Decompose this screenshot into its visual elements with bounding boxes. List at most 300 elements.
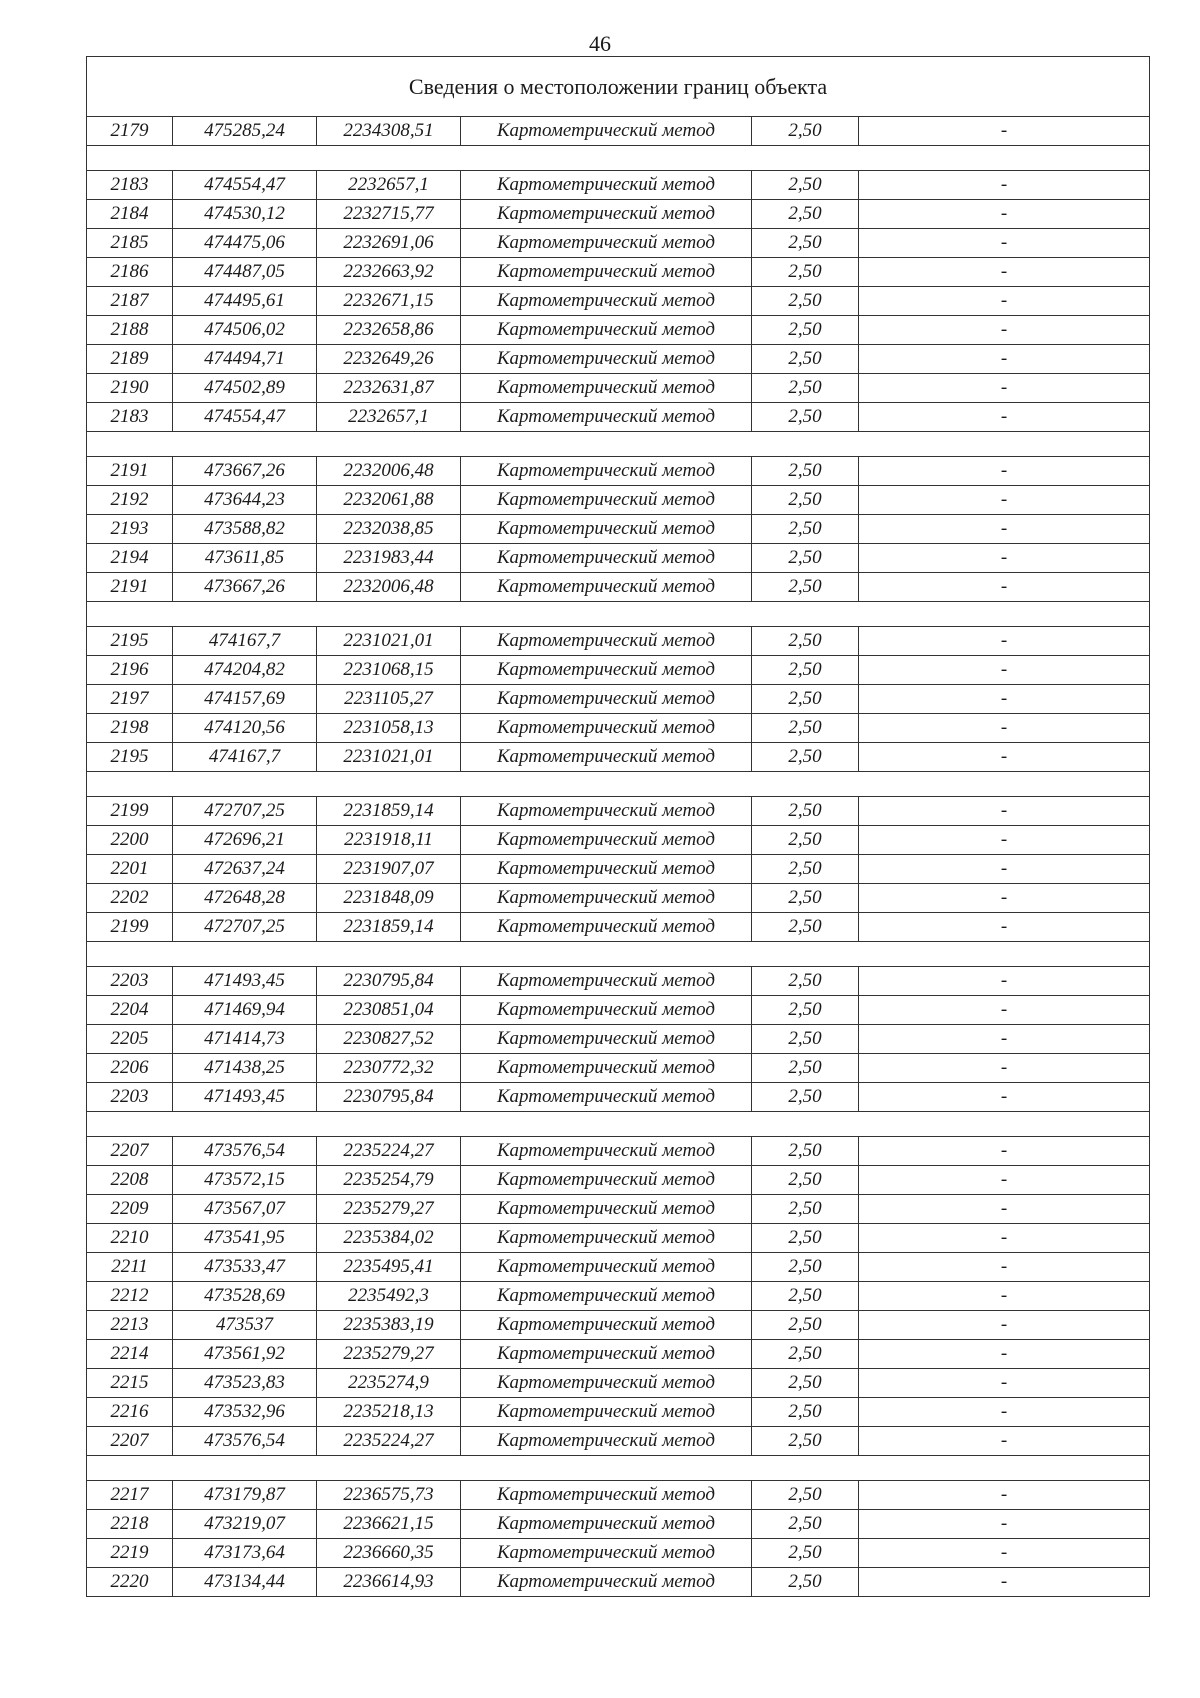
- method-cell: Картометрический метод: [461, 403, 752, 432]
- x-coordinate-cell: 473667,26: [173, 457, 317, 486]
- table-row: [87, 1166, 1150, 1195]
- method-cell: Картометрический метод: [461, 1025, 752, 1054]
- y-coordinate-cell: 2235279,27: [317, 1340, 461, 1369]
- method-cell: Картометрический метод: [461, 1054, 752, 1083]
- x-coordinate-cell: 471493,45: [173, 967, 317, 996]
- accuracy-cell: 2,50: [752, 996, 859, 1025]
- y-coordinate-cell: 2232691,06: [317, 229, 461, 258]
- method-cell: Картометрический метод: [461, 714, 752, 743]
- accuracy-cell: 2,50: [752, 1282, 859, 1311]
- group-separator-row: [87, 146, 1150, 171]
- table-row: [87, 996, 1150, 1025]
- y-coordinate-cell: 2231859,14: [317, 913, 461, 942]
- description-cell: -: [859, 1369, 1150, 1398]
- table-row: [87, 1568, 1150, 1597]
- table-title-row: [87, 57, 1150, 117]
- y-coordinate-cell: 2235274,9: [317, 1369, 461, 1398]
- accuracy-cell: 2,50: [752, 573, 859, 602]
- method-cell: Картометрический метод: [461, 685, 752, 714]
- description-cell: -: [859, 1510, 1150, 1539]
- point-number-cell: 2185: [87, 229, 173, 258]
- method-cell: Картометрический метод: [461, 1539, 752, 1568]
- point-number-cell: 2212: [87, 1282, 173, 1311]
- method-cell: Картометрический метод: [461, 967, 752, 996]
- point-number-cell: 2179: [87, 117, 173, 146]
- x-coordinate-cell: 472648,28: [173, 884, 317, 913]
- x-coordinate-cell: 474475,06: [173, 229, 317, 258]
- description-cell: -: [859, 316, 1150, 345]
- method-cell: Картометрический метод: [461, 573, 752, 602]
- boundary-coordinates-table: [86, 56, 1150, 1597]
- y-coordinate-cell: 2236614,93: [317, 1568, 461, 1597]
- table-row: [87, 486, 1150, 515]
- accuracy-cell: 2,50: [752, 1340, 859, 1369]
- table-row: [87, 1311, 1150, 1340]
- y-coordinate-cell: 2231983,44: [317, 544, 461, 573]
- description-cell: -: [859, 685, 1150, 714]
- x-coordinate-cell: 474120,56: [173, 714, 317, 743]
- description-cell: -: [859, 656, 1150, 685]
- x-coordinate-cell: 473219,07: [173, 1510, 317, 1539]
- x-coordinate-cell: 474506,02: [173, 316, 317, 345]
- accuracy-cell: 2,50: [752, 826, 859, 855]
- accuracy-cell: 2,50: [752, 1369, 859, 1398]
- point-number-cell: 2193: [87, 515, 173, 544]
- accuracy-cell: 2,50: [752, 1025, 859, 1054]
- accuracy-cell: 2,50: [752, 1253, 859, 1282]
- point-number-cell: 2200: [87, 826, 173, 855]
- x-coordinate-cell: 473667,26: [173, 573, 317, 602]
- accuracy-cell: 2,50: [752, 345, 859, 374]
- group-separator-cell: [87, 1456, 1150, 1481]
- description-cell: -: [859, 967, 1150, 996]
- accuracy-cell: 2,50: [752, 1539, 859, 1568]
- x-coordinate-cell: 471414,73: [173, 1025, 317, 1054]
- description-cell: -: [859, 258, 1150, 287]
- y-coordinate-cell: 2232657,1: [317, 403, 461, 432]
- accuracy-cell: 2,50: [752, 855, 859, 884]
- table-row: [87, 229, 1150, 258]
- y-coordinate-cell: 2235254,79: [317, 1166, 461, 1195]
- table-row: [87, 1195, 1150, 1224]
- description-cell: -: [859, 743, 1150, 772]
- table-row: [87, 1539, 1150, 1568]
- y-coordinate-cell: 2232715,77: [317, 200, 461, 229]
- x-coordinate-cell: 473576,54: [173, 1137, 317, 1166]
- x-coordinate-cell: 474167,7: [173, 627, 317, 656]
- table-row: [87, 1510, 1150, 1539]
- method-cell: Картометрический метод: [461, 200, 752, 229]
- description-cell: -: [859, 1195, 1150, 1224]
- table-row: [87, 1340, 1150, 1369]
- method-cell: Картометрический метод: [461, 1340, 752, 1369]
- x-coordinate-cell: 474554,47: [173, 403, 317, 432]
- table-row: [87, 1083, 1150, 1112]
- method-cell: Картометрический метод: [461, 855, 752, 884]
- description-cell: -: [859, 884, 1150, 913]
- method-cell: Картометрический метод: [461, 797, 752, 826]
- accuracy-cell: 2,50: [752, 1224, 859, 1253]
- description-cell: -: [859, 457, 1150, 486]
- description-cell: -: [859, 996, 1150, 1025]
- point-number-cell: 2207: [87, 1137, 173, 1166]
- group-separator-row: [87, 1456, 1150, 1481]
- y-coordinate-cell: 2230795,84: [317, 967, 461, 996]
- point-number-cell: 2191: [87, 573, 173, 602]
- group-separator-row: [87, 602, 1150, 627]
- point-number-cell: 2191: [87, 457, 173, 486]
- method-cell: Картометрический метод: [461, 1481, 752, 1510]
- y-coordinate-cell: 2230795,84: [317, 1083, 461, 1112]
- description-cell: -: [859, 573, 1150, 602]
- x-coordinate-cell: 474495,61: [173, 287, 317, 316]
- x-coordinate-cell: 473537: [173, 1311, 317, 1340]
- y-coordinate-cell: 2232061,88: [317, 486, 461, 515]
- y-coordinate-cell: 2232631,87: [317, 374, 461, 403]
- method-cell: Картометрический метод: [461, 457, 752, 486]
- x-coordinate-cell: 474554,47: [173, 171, 317, 200]
- y-coordinate-cell: 2235224,27: [317, 1427, 461, 1456]
- x-coordinate-cell: 473533,47: [173, 1253, 317, 1282]
- group-separator-cell: [87, 146, 1150, 171]
- x-coordinate-cell: 473611,85: [173, 544, 317, 573]
- group-separator-row: [87, 772, 1150, 797]
- table-row: [87, 1481, 1150, 1510]
- group-separator-row: [87, 1112, 1150, 1137]
- point-number-cell: 2207: [87, 1427, 173, 1456]
- description-cell: -: [859, 229, 1150, 258]
- point-number-cell: 2220: [87, 1568, 173, 1597]
- point-number-cell: 2216: [87, 1398, 173, 1427]
- point-number-cell: 2203: [87, 967, 173, 996]
- table-row: [87, 913, 1150, 942]
- y-coordinate-cell: 2230772,32: [317, 1054, 461, 1083]
- x-coordinate-cell: 473173,64: [173, 1539, 317, 1568]
- point-number-cell: 2184: [87, 200, 173, 229]
- point-number-cell: 2209: [87, 1195, 173, 1224]
- y-coordinate-cell: 2235384,02: [317, 1224, 461, 1253]
- y-coordinate-cell: 2235495,41: [317, 1253, 461, 1282]
- table-row: [87, 855, 1150, 884]
- x-coordinate-cell: 471493,45: [173, 1083, 317, 1112]
- description-cell: -: [859, 627, 1150, 656]
- x-coordinate-cell: 474167,7: [173, 743, 317, 772]
- description-cell: -: [859, 1253, 1150, 1282]
- description-cell: -: [859, 1083, 1150, 1112]
- group-separator-cell: [87, 1112, 1150, 1137]
- method-cell: Картометрический метод: [461, 913, 752, 942]
- y-coordinate-cell: 2231907,07: [317, 855, 461, 884]
- description-cell: -: [859, 855, 1150, 884]
- method-cell: Картометрический метод: [461, 627, 752, 656]
- method-cell: Картометрический метод: [461, 287, 752, 316]
- description-cell: -: [859, 200, 1150, 229]
- y-coordinate-cell: 2231068,15: [317, 656, 461, 685]
- y-coordinate-cell: 2231058,13: [317, 714, 461, 743]
- x-coordinate-cell: 474487,05: [173, 258, 317, 287]
- point-number-cell: 2218: [87, 1510, 173, 1539]
- accuracy-cell: 2,50: [752, 714, 859, 743]
- point-number-cell: 2183: [87, 171, 173, 200]
- description-cell: -: [859, 1568, 1150, 1597]
- accuracy-cell: 2,50: [752, 743, 859, 772]
- point-number-cell: 2202: [87, 884, 173, 913]
- accuracy-cell: 2,50: [752, 403, 859, 432]
- table-row: [87, 797, 1150, 826]
- y-coordinate-cell: 2232658,86: [317, 316, 461, 345]
- table-row: [87, 200, 1150, 229]
- description-cell: -: [859, 1025, 1150, 1054]
- y-coordinate-cell: 2231848,09: [317, 884, 461, 913]
- y-coordinate-cell: 2232671,15: [317, 287, 461, 316]
- table-row: [87, 515, 1150, 544]
- method-cell: Картометрический метод: [461, 117, 752, 146]
- point-number-cell: 2215: [87, 1369, 173, 1398]
- description-cell: -: [859, 486, 1150, 515]
- table-row: [87, 1054, 1150, 1083]
- accuracy-cell: 2,50: [752, 627, 859, 656]
- point-number-cell: 2186: [87, 258, 173, 287]
- x-coordinate-cell: 473572,15: [173, 1166, 317, 1195]
- method-cell: Картометрический метод: [461, 258, 752, 287]
- point-number-cell: 2194: [87, 544, 173, 573]
- point-number-cell: 2219: [87, 1539, 173, 1568]
- method-cell: Картометрический метод: [461, 374, 752, 403]
- accuracy-cell: 2,50: [752, 316, 859, 345]
- table-row: [87, 544, 1150, 573]
- x-coordinate-cell: 472707,25: [173, 913, 317, 942]
- table-row: [87, 1253, 1150, 1282]
- method-cell: Картометрический метод: [461, 1137, 752, 1166]
- point-number-cell: 2187: [87, 287, 173, 316]
- group-separator-cell: [87, 772, 1150, 797]
- table-row: [87, 656, 1150, 685]
- table-row: [87, 403, 1150, 432]
- accuracy-cell: 2,50: [752, 258, 859, 287]
- x-coordinate-cell: 473576,54: [173, 1427, 317, 1456]
- description-cell: -: [859, 403, 1150, 432]
- y-coordinate-cell: 2235224,27: [317, 1137, 461, 1166]
- method-cell: Картометрический метод: [461, 1369, 752, 1398]
- table-row: [87, 573, 1150, 602]
- accuracy-cell: 2,50: [752, 1481, 859, 1510]
- x-coordinate-cell: 473541,95: [173, 1224, 317, 1253]
- x-coordinate-cell: 472707,25: [173, 797, 317, 826]
- point-number-cell: 2189: [87, 345, 173, 374]
- x-coordinate-cell: 473567,07: [173, 1195, 317, 1224]
- table-row: [87, 171, 1150, 200]
- method-cell: Картометрический метод: [461, 1311, 752, 1340]
- table-row: [87, 345, 1150, 374]
- accuracy-cell: 2,50: [752, 1054, 859, 1083]
- method-cell: Картометрический метод: [461, 1224, 752, 1253]
- y-coordinate-cell: 2230827,52: [317, 1025, 461, 1054]
- table-row: [87, 685, 1150, 714]
- x-coordinate-cell: 473644,23: [173, 486, 317, 515]
- description-cell: -: [859, 1481, 1150, 1510]
- accuracy-cell: 2,50: [752, 967, 859, 996]
- y-coordinate-cell: 2232657,1: [317, 171, 461, 200]
- description-cell: -: [859, 1311, 1150, 1340]
- method-cell: Картометрический метод: [461, 1568, 752, 1597]
- x-coordinate-cell: 471469,94: [173, 996, 317, 1025]
- x-coordinate-cell: 474530,12: [173, 200, 317, 229]
- point-number-cell: 2210: [87, 1224, 173, 1253]
- description-cell: -: [859, 797, 1150, 826]
- method-cell: Картометрический метод: [461, 884, 752, 913]
- method-cell: Картометрический метод: [461, 515, 752, 544]
- table-row: [87, 457, 1150, 486]
- y-coordinate-cell: 2232663,92: [317, 258, 461, 287]
- accuracy-cell: 2,50: [752, 374, 859, 403]
- accuracy-cell: 2,50: [752, 117, 859, 146]
- accuracy-cell: 2,50: [752, 1166, 859, 1195]
- x-coordinate-cell: 473528,69: [173, 1282, 317, 1311]
- accuracy-cell: 2,50: [752, 797, 859, 826]
- table-row: [87, 884, 1150, 913]
- table-row: [87, 1282, 1150, 1311]
- accuracy-cell: 2,50: [752, 171, 859, 200]
- point-number-cell: 2214: [87, 1340, 173, 1369]
- accuracy-cell: 2,50: [752, 287, 859, 316]
- table-row: [87, 1137, 1150, 1166]
- description-cell: -: [859, 714, 1150, 743]
- point-number-cell: 2196: [87, 656, 173, 685]
- y-coordinate-cell: 2232006,48: [317, 573, 461, 602]
- group-separator-row: [87, 432, 1150, 457]
- point-number-cell: 2208: [87, 1166, 173, 1195]
- accuracy-cell: 2,50: [752, 1195, 859, 1224]
- description-cell: -: [859, 1282, 1150, 1311]
- accuracy-cell: 2,50: [752, 685, 859, 714]
- group-separator-cell: [87, 432, 1150, 457]
- table-row: [87, 1427, 1150, 1456]
- method-cell: Картометрический метод: [461, 1083, 752, 1112]
- description-cell: -: [859, 1054, 1150, 1083]
- method-cell: Картометрический метод: [461, 229, 752, 258]
- description-cell: -: [859, 374, 1150, 403]
- table-row: [87, 743, 1150, 772]
- y-coordinate-cell: 2231021,01: [317, 743, 461, 772]
- method-cell: Картометрический метод: [461, 1195, 752, 1224]
- method-cell: Картометрический метод: [461, 996, 752, 1025]
- table-row: [87, 826, 1150, 855]
- group-separator-cell: [87, 942, 1150, 967]
- method-cell: Картометрический метод: [461, 1166, 752, 1195]
- y-coordinate-cell: 2231021,01: [317, 627, 461, 656]
- y-coordinate-cell: 2235383,19: [317, 1311, 461, 1340]
- x-coordinate-cell: 473588,82: [173, 515, 317, 544]
- point-number-cell: 2192: [87, 486, 173, 515]
- accuracy-cell: 2,50: [752, 1398, 859, 1427]
- accuracy-cell: 2,50: [752, 1510, 859, 1539]
- x-coordinate-cell: 473523,83: [173, 1369, 317, 1398]
- table-row: [87, 1025, 1150, 1054]
- method-cell: Картометрический метод: [461, 1253, 752, 1282]
- accuracy-cell: 2,50: [752, 1083, 859, 1112]
- table-title: Сведения о местоположении границ объекта: [87, 57, 1150, 117]
- point-number-cell: 2195: [87, 627, 173, 656]
- x-coordinate-cell: 473179,87: [173, 1481, 317, 1510]
- y-coordinate-cell: 2232038,85: [317, 515, 461, 544]
- method-cell: Картометрический метод: [461, 1398, 752, 1427]
- method-cell: Картометрический метод: [461, 544, 752, 573]
- x-coordinate-cell: 472696,21: [173, 826, 317, 855]
- method-cell: Картометрический метод: [461, 743, 752, 772]
- x-coordinate-cell: 472637,24: [173, 855, 317, 884]
- table-row: [87, 967, 1150, 996]
- x-coordinate-cell: 471438,25: [173, 1054, 317, 1083]
- table-row: [87, 1369, 1150, 1398]
- accuracy-cell: 2,50: [752, 486, 859, 515]
- y-coordinate-cell: 2236575,73: [317, 1481, 461, 1510]
- y-coordinate-cell: 2236660,35: [317, 1539, 461, 1568]
- description-cell: -: [859, 287, 1150, 316]
- accuracy-cell: 2,50: [752, 1311, 859, 1340]
- method-cell: Картометрический метод: [461, 345, 752, 374]
- table-row: [87, 316, 1150, 345]
- table-row: [87, 714, 1150, 743]
- x-coordinate-cell: 474204,82: [173, 656, 317, 685]
- point-number-cell: 2211: [87, 1253, 173, 1282]
- method-cell: Картометрический метод: [461, 316, 752, 345]
- group-separator-cell: [87, 602, 1150, 627]
- group-separator-row: [87, 942, 1150, 967]
- y-coordinate-cell: 2231918,11: [317, 826, 461, 855]
- description-cell: -: [859, 345, 1150, 374]
- x-coordinate-cell: 474502,89: [173, 374, 317, 403]
- y-coordinate-cell: 2235279,27: [317, 1195, 461, 1224]
- description-cell: -: [859, 913, 1150, 942]
- table-row: [87, 374, 1150, 403]
- accuracy-cell: 2,50: [752, 1427, 859, 1456]
- accuracy-cell: 2,50: [752, 884, 859, 913]
- description-cell: -: [859, 1539, 1150, 1568]
- method-cell: Картометрический метод: [461, 656, 752, 685]
- accuracy-cell: 2,50: [752, 544, 859, 573]
- description-cell: -: [859, 1166, 1150, 1195]
- point-number-cell: 2213: [87, 1311, 173, 1340]
- table-row: [87, 627, 1150, 656]
- point-number-cell: 2195: [87, 743, 173, 772]
- table-row: [87, 258, 1150, 287]
- accuracy-cell: 2,50: [752, 1568, 859, 1597]
- point-number-cell: 2203: [87, 1083, 173, 1112]
- point-number-cell: 2188: [87, 316, 173, 345]
- x-coordinate-cell: 473561,92: [173, 1340, 317, 1369]
- y-coordinate-cell: 2234308,51: [317, 117, 461, 146]
- accuracy-cell: 2,50: [752, 457, 859, 486]
- point-number-cell: 2199: [87, 913, 173, 942]
- method-cell: Картометрический метод: [461, 1510, 752, 1539]
- y-coordinate-cell: 2232649,26: [317, 345, 461, 374]
- point-number-cell: 2205: [87, 1025, 173, 1054]
- accuracy-cell: 2,50: [752, 200, 859, 229]
- accuracy-cell: 2,50: [752, 515, 859, 544]
- method-cell: Картометрический метод: [461, 1282, 752, 1311]
- table-row: [87, 117, 1150, 146]
- accuracy-cell: 2,50: [752, 1137, 859, 1166]
- description-cell: -: [859, 1398, 1150, 1427]
- accuracy-cell: 2,50: [752, 913, 859, 942]
- description-cell: -: [859, 515, 1150, 544]
- x-coordinate-cell: 474157,69: [173, 685, 317, 714]
- x-coordinate-cell: 473532,96: [173, 1398, 317, 1427]
- point-number-cell: 2201: [87, 855, 173, 884]
- method-cell: Картометрический метод: [461, 1427, 752, 1456]
- description-cell: -: [859, 826, 1150, 855]
- page-number: 46: [589, 31, 611, 56]
